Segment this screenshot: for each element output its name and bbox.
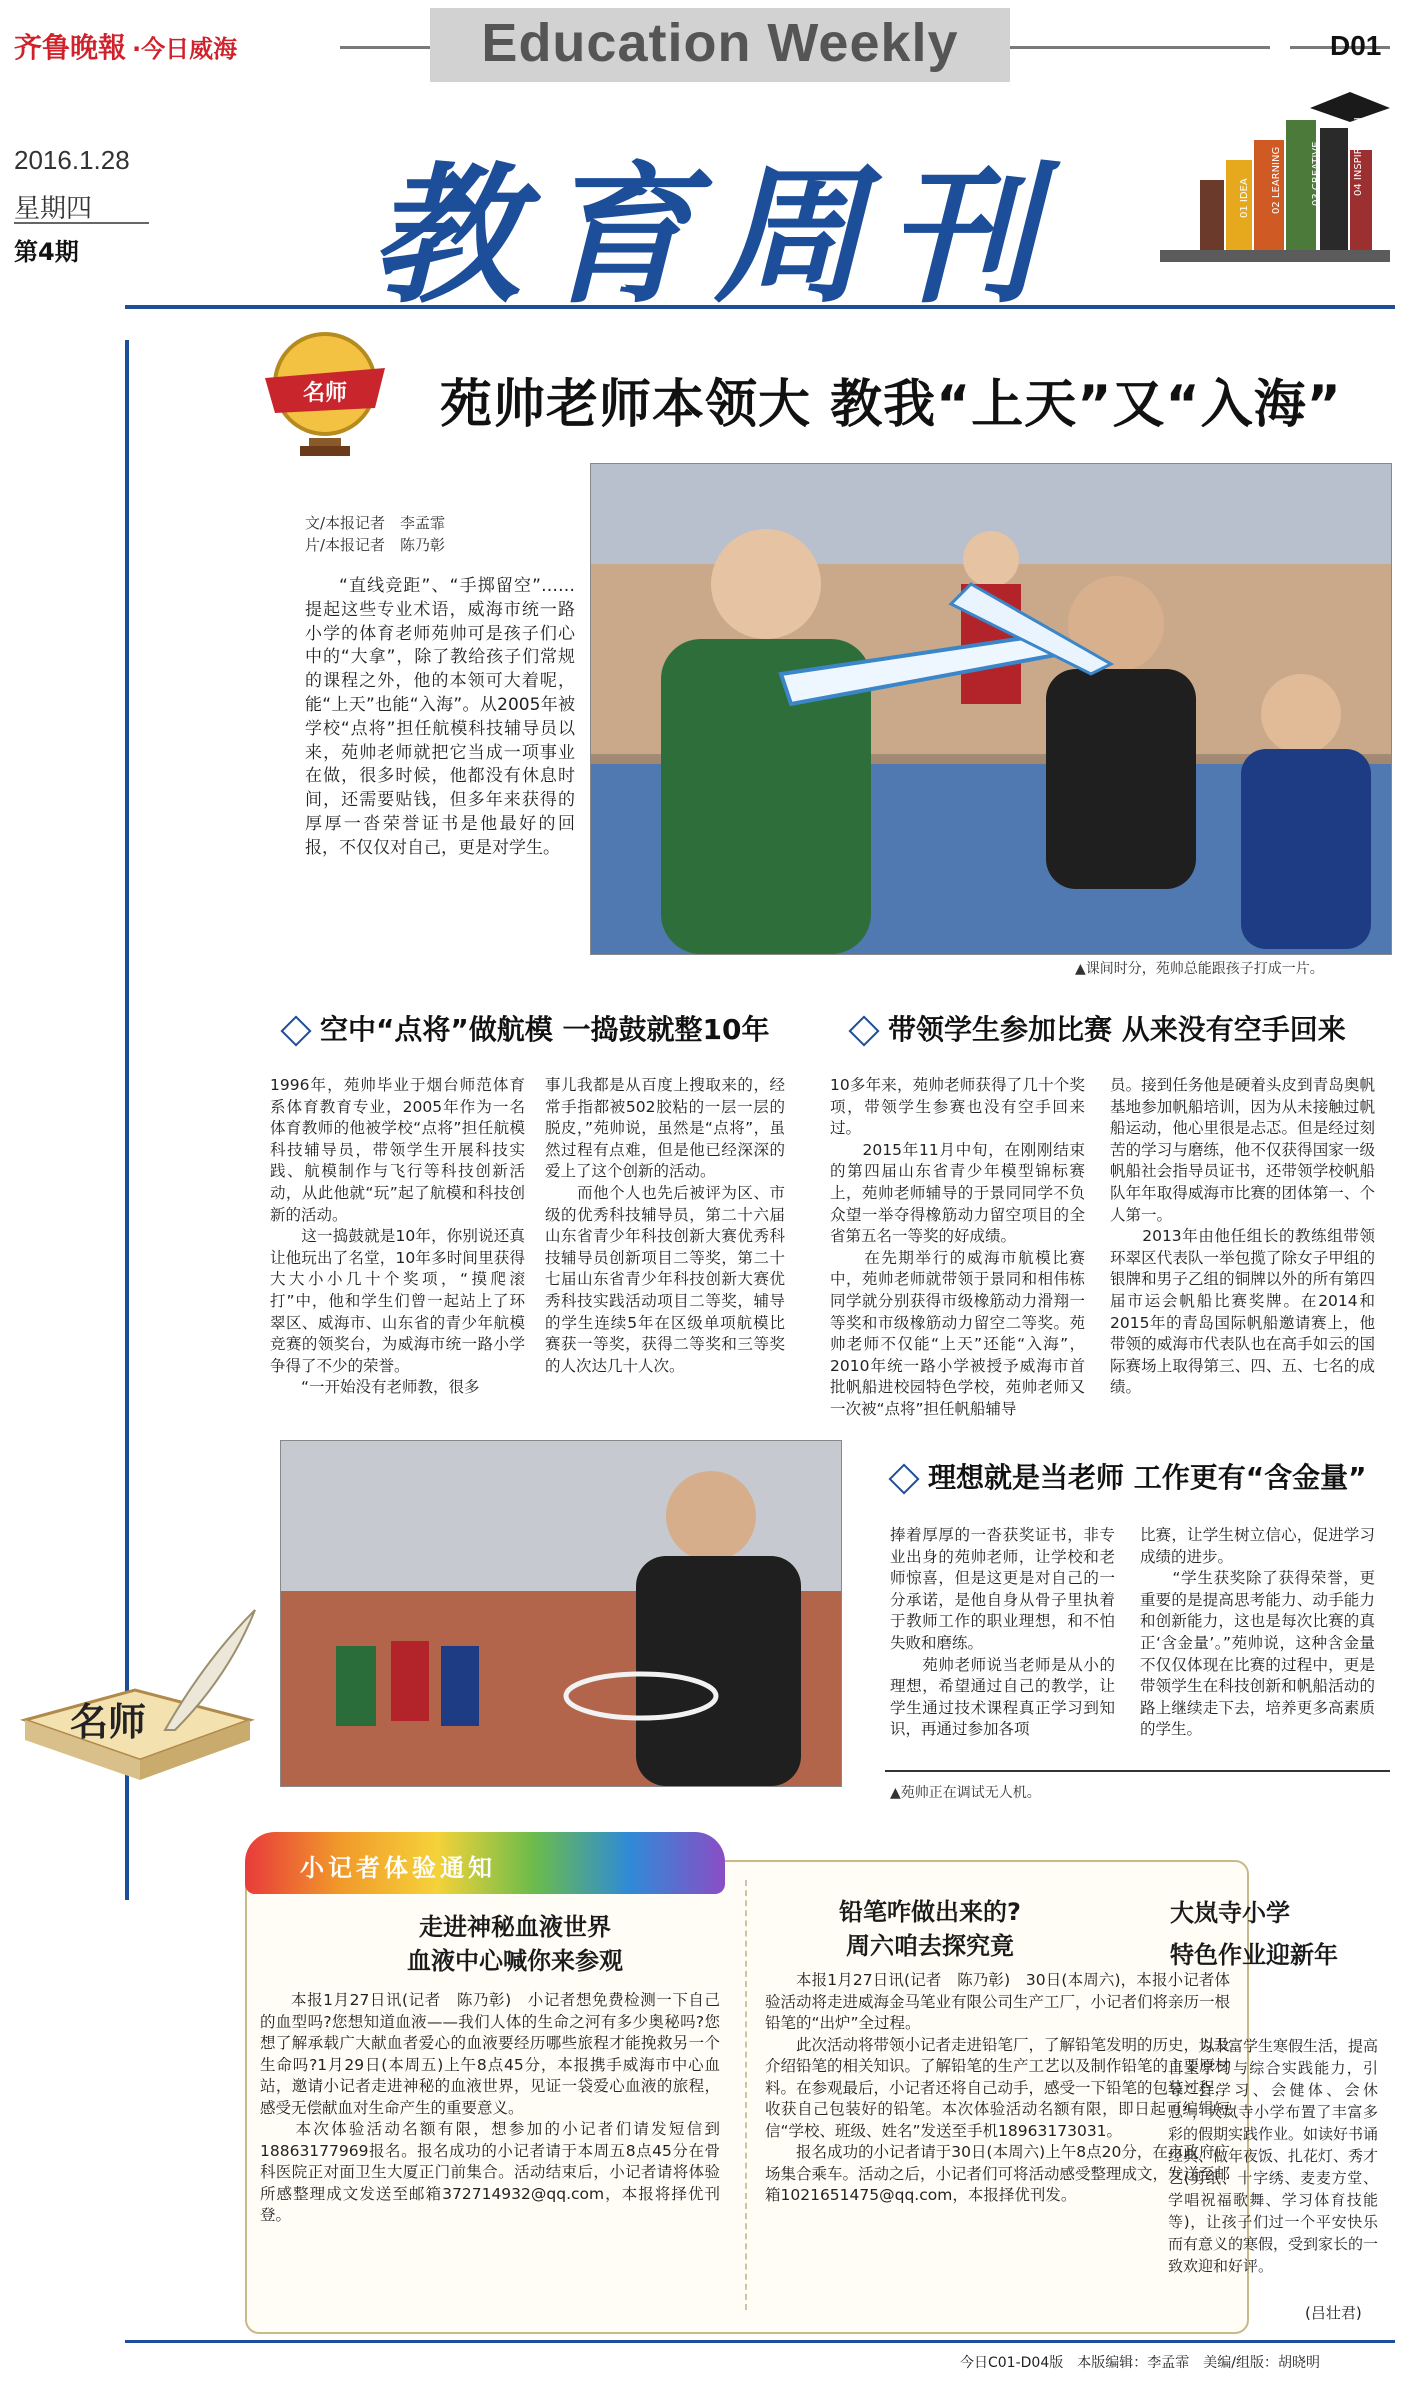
section3-rule: [885, 1770, 1390, 1772]
side-tag: 名师: [70, 1700, 147, 1744]
book-label-4: 04 INSPIRATION: [1353, 117, 1364, 196]
globe-badge-icon: [245, 318, 405, 468]
section2-title: 带领学生参加比赛 从来没有空手回来: [888, 1013, 1346, 1046]
feature-headline: 苑帅老师本领大 教我“上天”又“入海”: [440, 375, 1342, 435]
notice1-title-line1: 走进神秘血液世界: [419, 1913, 611, 1941]
photo2-illustration: [281, 1441, 841, 1786]
section-name: ·今日威海: [132, 35, 238, 63]
section2-col1: 10多年来，苑帅老师获得了几十个奖项，带领学生参赛也没有空手回来过。 2015年11月中旬，在刚刚结束的第四届山东省青少年模型锦标赛上，苑帅老师辅导的于景同同学不负众望一举夺得橡筋动力留空项目的全省第五名一等奖的好成绩。 在先期举行的威海市航模比赛中，苑帅老师就带领于景同和相伟栋同学就分别获得市级橡筋动力滑翔一等奖和市级橡筋动力留空二等奖。苑帅老师不仅能“上天”还能“入海”，2010年统一路小学被授予威海市首批帆船进校园特色学校，苑帅老师又一次被“点将”担任帆船辅导: [830, 1076, 1085, 1418]
section2-col2: 员。接到任务他是硬着头皮到青岛奥帆基地参加帆船培训，因为从未接触过帆船运动，他心里很是忐忑。但是经过刻苦的学习与磨练，他不仅获得国家一级帆船社会指导员证书，还带领学校帆船队年年取得威海市比赛的团体第一、个人第一。 2013年由他任组长的教练组带领环翠区代表队一举包揽了除女子甲组的银牌和男子乙组的铜牌以外的所有第四届市运会帆船比赛奖牌。在2014和2015年的青岛国际帆船邀请赛上，他带领的威海市代表队也在高手如云的国际赛场上取得第三、四、五、七名的成绩。: [1110, 1076, 1375, 1397]
section1-title: 空中“点将”做航模 一捣鼓就整10年: [320, 1013, 770, 1046]
photo1-illustration: [591, 464, 1391, 954]
issue-date: 2016.1.28: [14, 145, 130, 175]
section3-col2: 比赛，让学生树立信心，促进学习成绩的进步。 “学生获奖除了获得荣誉，更重要的是提高思考能力、动手能力和创新能力，这也是每次比赛的真正‘含金量’。”苑帅说，这种含金量不仅仅体现在比赛的过程中，更是带领学生在科技创新和帆船活动的路上继续走下去，培养更多高素质的学生。: [1140, 1526, 1375, 1739]
feature-tag: 名师: [303, 381, 348, 406]
page-number: D01: [1330, 30, 1382, 61]
bottom-border-line: [125, 2340, 1395, 2343]
book-quill-icon: [15, 1600, 265, 1800]
feature-lead: “直线竞距”、“手掷留空”……提起这些专业术语，威海市统一路小学的体育老师苑帅可是孩子们心中的“大拿”，除了教给孩子们常规的课程之外，他的本领可大着呢，能“上天”也能“入海”。从2005年被学校“点将”担任航模科技辅导员以来，苑帅老师就把它当成一项事业在做，很多时候，他都没有休息时间，还需要贴钱，但多年来获得的厚厚一沓荣誉证书是他最好的回报，不仅仅对自己，更是对学生。: [305, 576, 575, 858]
notice2-title-line2: 周六咱去探究竟: [846, 1932, 1014, 1960]
photo-students-with-airplanes: [590, 463, 1392, 955]
issue-weekday: 星期四: [14, 194, 93, 224]
books-illustration: [1160, 70, 1390, 270]
notice-banner-title: 小记者体验通知: [300, 1854, 496, 1882]
paper-name: 齐鲁晚報: [14, 31, 127, 64]
photo1-caption: ▲课间时分，苑帅总能跟孩子打成一片。: [1075, 961, 1324, 977]
date-rule: [14, 222, 149, 224]
book-label-2: 02 LEARNING: [1271, 146, 1282, 214]
photo-drone-teacher: [280, 1440, 842, 1787]
notice3-body: 为丰富学生寒假生活，提高自主学习与综合实践能力，引导“会学习、会健体、会休息”，大岚寺小学布置了丰富多彩的假期实践作业。如读好书诵经典、做年夜饭、扎花灯、秀才艺(剪纸、十字绣、麦麦方堂、学唱祝福歌舞、学习体育技能等)，让孩子们过一个平安快乐而有意义的寒假，受到家长的一致欢迎和好评。: [1168, 2037, 1379, 2275]
masthead-calligraphy: 教育周刊: [370, 148, 1059, 324]
notice3-title: [1170, 1892, 1390, 1976]
section1-col1: 1996年，苑帅毕业于烟台师范体育系体育教育专业，2005年作为一名体育教师的他被学校“点将”担任航模科技辅导员，带领学生开展科技实践、航模制作与飞行等科技创新活动，从此他就“玩”起了航模和科技创新的活动。 这一捣鼓就是10年，你别说还真让他玩出了名堂，10年多时间里获得大大小小几十个奖项，“摸爬滚打”中，他和学生们曾一起站上了环翠区、威海市、山东省的青少年航模竞赛的领奖台，为威海市统一路小学争得了不少的荣誉。 “一开始没有老师教，很多: [270, 1076, 525, 1397]
section-diamond-icon: [280, 1015, 311, 1046]
edition-title: Education Weekly: [481, 13, 959, 73]
section3-title: 理想就是当老师 工作更有“含金量”: [928, 1461, 1367, 1494]
notice-divider: [745, 1880, 749, 2310]
section3-col1: 捧着厚厚的一沓获奖证书，非专业出身的苑帅老师，让学校和老师惊喜，但是这更是对自己的一分承诺，是他自身从骨子里执着于教师工作的职业理想，和不怕失败和磨练。 苑帅老师说当老师是从小的理想，希望通过自己的教学，让学生通过技术课程真正学习到知识，再通过参加各项: [890, 1526, 1115, 1739]
newspaper-logo: [14, 26, 237, 66]
page-footer: 今日C01-D04版 本版编辑：李孟霏 美编/组版：胡晓明: [960, 2355, 1320, 2371]
notice3-title-line2: 特色作业迎新年: [1170, 1941, 1338, 1969]
notice2-title: [790, 1895, 1070, 1963]
section-diamond-icon: [848, 1015, 879, 1046]
main-divider: [125, 305, 1395, 309]
notice2-body: 本报1月27日讯(记者 陈乃彰) 30日(本周六)，本报小记者体验活动将走进威海金马笔业有限公司生产工厂，小记者们将亲历一根铅笔的“出炉”全过程。 此次活动将带领小记者走进铅笔厂，了解铅笔发明的历史，以及介绍铅笔的相关知识。了解铅笔的生产工艺以及制作铅笔的主要原材料。在参观最后，小记者还将自己动手，感受一下铅笔的包装过程，收获自己包装好的铅笔。本次体验活动名额有限，即日起可编辑短信“学校、班级、姓名”发送至手机18963173031。 报名成功的小记者请于30日(本周六)上午8点20分，在市政府广场集合乘车。活动之后，小记者们可将活动感受整理成文，发送至邮箱1021651475@qq.com，本报择优刊发。: [765, 1971, 1231, 2204]
byline-photographer: 片/本报记者 陈乃彰: [305, 536, 446, 554]
notice1-title: [375, 1910, 655, 1978]
section1-col2: 事儿我都是从百度上搜取来的，经常手指都被502胶粘的一层一层的脱皮，”苑帅说，虽然是“点将”，虽然过程有点难，但是他已经深深的爱上了这个创新的活动。 而他个人也先后被评为区、市级的优秀科技辅导员，第二十六届山东省青少年科技创新大赛优秀科技辅导员创新项目二等奖，第二十七届山东省青少年科技创新大赛优秀科技实践活动项目二等奖，辅导的学生连续5年在区级单项航模比赛获一等奖，获得二等奖和三等奖的人次达几十人次。: [545, 1076, 785, 1375]
section-diamond-icon: [888, 1463, 919, 1494]
notice1-body: 本报1月27日讯(记者 陈乃彰) 小记者想免费检测一下自己的血型吗?您想知道血液——我们人体的生命之河有多少奥秘吗?您想了解承载广大献血者爱心的血液要经历哪些旅程才能挽救另一个生命吗?1月29日(本周五)上午8点45分，本报携手威海市中心血站，邀请小记者走进神秘的血液世界，见证一袋爱心血液的旅程，感受无偿献血对生命产生的重要意义。 本次体验活动名额有限，想参加的小记者们请发短信到18863177969报名。报名成功的小记者请于本周五8点45分在骨科医院正对面卫生大厦正门前集合。活动结束后，小记者请将体验所感整理成文发送至邮箱372714932@qq.com，本报将择优刊登。: [260, 1991, 720, 2224]
book-label-3: 03 CREATIVE: [1311, 141, 1322, 206]
byline-writer: 文/本报记者 李孟霏: [305, 514, 446, 532]
notice1-title-line2: 血液中心喊你来参观: [407, 1947, 623, 1975]
notice3-title-line1: 大岚寺小学: [1170, 1899, 1290, 1927]
feature-byline: [305, 512, 445, 556]
book-label-1: 01 IDEA: [1239, 178, 1250, 218]
notice3-author: (吕壮君): [1305, 2304, 1362, 2322]
issue-number: 第4期: [14, 238, 79, 266]
photo2-caption: ▲苑帅正在调试无人机。: [890, 1785, 1041, 1801]
notice2-title-line1: 铅笔咋做出来的?: [839, 1898, 1021, 1926]
